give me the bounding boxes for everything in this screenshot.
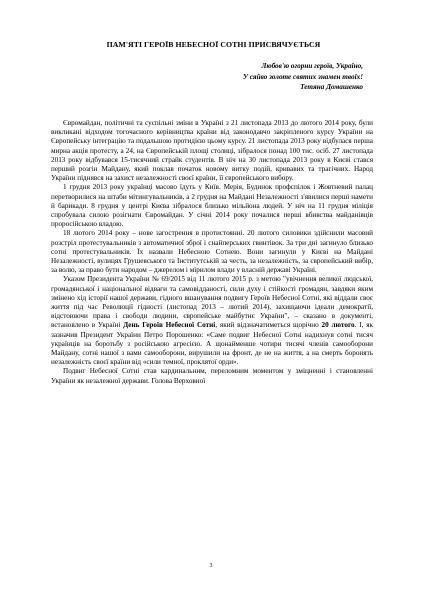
epigraph-line-1: Любов'ю огорни героїв, Україно, — [261, 62, 363, 70]
epigraph-line-2: У сяйво золоте святих знамен твоїх! — [242, 72, 363, 81]
paragraph-decree — [51, 275, 373, 367]
page-title: ПАМ'ЯТІ ГЕРОЇВ НЕБЕСНОЇ СОТНІ ПРИСВЯЧУЄТЬСЯ — [106, 40, 321, 49]
page-number: 3 — [209, 563, 213, 569]
document-body — [51, 119, 373, 386]
paragraph-conclusion: Подвиг Небесної Сотні став кардинальним, переломним моментом у зміцненні і становленні України як незалежної держави. Голова Верховної — [51, 367, 373, 385]
epigraph — [170, 61, 363, 93]
paragraph-december: 1 грудня 2013 року українці масово їдуть у Київ. Мерія, Будинок профспілок і Жовтневий палац перетворилися на штаби мітингувальників, а 2 грудня на Майдані Незалежності з'явилися перші намети й барикади. 8 грудня у центрі Києва зібралося близько мільйона людей. У ніч на 11 грудня міліція спробувала силою розігнати Євромайдан. У січні 2014 року почалися перші вбивства майданівців проросійською владою. — [51, 183, 373, 229]
decree-text-b: , який відзначатиметься щорічно — [215, 321, 322, 330]
epigraph-author: Тетяна Домашенко — [300, 83, 363, 91]
paragraph-euromaidan: Євромайдан, політичні та суспільні зміни в Україні з 21 листопада 2013 до лютого 2014 року, були викликані відходом тогочасного керівництва країни від законодавчо закріпленого курсу України на Європейську інтеграцію та подальшою протидією цьому курсу. 21 листопада 2013 року відбулася перша мирна акція протесту, а 24, на Європейській площі столиці, зібралося понад 100 тис. осіб. 27 листопада 2013 року відбувався 15-тисячний страйк студентів. В ніч на 30 листопада 2013 року в Києві стався перший розгін Майдану, який поклав початок новому витку подій, кривавих та трагічних. Народ України піднявся на захист незалежності своєї країни, її європейського вибору. — [51, 119, 373, 183]
decree-day-name: День Героїв Небесної Сотні — [123, 321, 216, 330]
decree-text-c: . І, як зазначив Президент України Петро Порошенко: «Саме подвиг Небесної Сотні надихнув сотні тисяч українців на боротьбу з російською агресією. А щонайменше чотири тисячі членів самооборони Майдану, сотні нашої з вами самооборони, вирушили на фронт, де не на життя, а на смерть боронять незалежність своєї країни від «сили темної, проклятої орди». — [51, 321, 374, 367]
paragraph-february: 18 лютого 2014 року – нове загострення в протистоянні. 20 лютого силовики здійснили масовий розстріл протестувальників з автоматичної зброї і снайперських гвинтівок. За три дні загинуло близько сотні протестувальників. Їх назвали Небесною Сотнею. Вони загинули у Києві на Майдані Незалежності, вулицях Грушевського та Інститутській за честь, за незалежність, за європейський вибір, за волю, за право бути народом – джерелом і мірилом влади у власній державі Україні. — [51, 229, 373, 275]
decree-date: 20 лютого — [321, 321, 355, 330]
decree-text-a: Указом Президента України № 69/2015 від 11 лютого 2015 р. з метою "увічнення великої людської, громадянської і національної відваги та самовідданості, сили духу і стійкості громадян, завдяки яким змінено хід історії нашої держави, гідного вшанування подвигу Героїв Небесної Сотні, які віддали своє життя під час Революції гідності (листопад 2013 – лютий 2014), захищаючи ідеали демократії, відстоюючи права і свободи людини, європейське майбутнє України", – сказано в документі, встановлено в Україні — [51, 275, 373, 330]
